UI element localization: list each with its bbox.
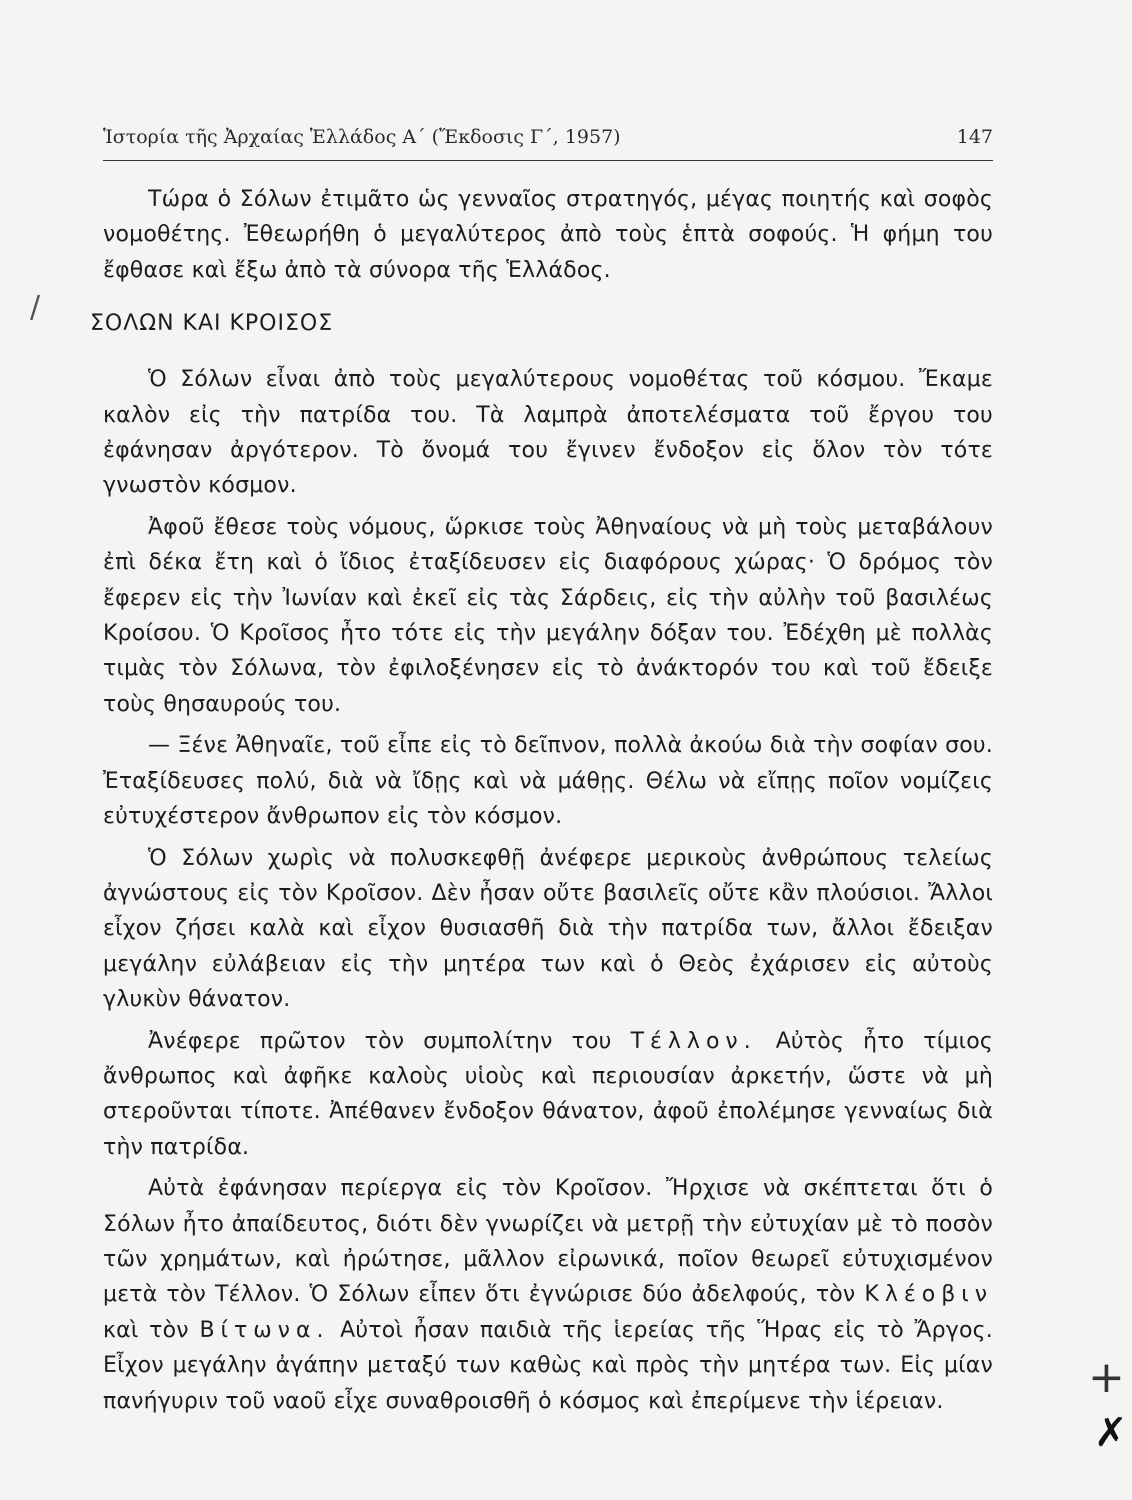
paragraph-3: Ἀφοῦ ἔθεσε τοὺς νόμους, ὥρκισε τοὺς Ἀθηναίους νὰ μὴ τοὺς μεταβάλουν ἐπὶ δέκα ἔτη καὶ ὁ ἴδιος ἐταξίδευσεν εἰς διαφόρους χώρας· Ὁ δρόμος τὸν ἔφερεν εἰς τὴν Ἰωνίαν καὶ ἐκεῖ εἰς τὰς Σάρδεις, εἰς τὴν αὐλὴν τοῦ βασιλέως Κροίσου. Ὁ Κροῖσος ἦτο τότε εἰς τὴν μεγάλην δόξαν του. Ἐδέχθη μὲ πολλὰς τιμὰς τὸν Σόλωνα, τὸν ἐφιλοξένησεν εἰς τὸ ἀνάκτορόν του καὶ τοῦ ἔδειξε τοὺς θησαυρούς του. [103,514,993,717]
paragraph-7 [103,1171,993,1419]
margin-cross-mark: ✗ [1094,1410,1128,1456]
paragraph-7-text-a: Αὐτὰ ἐφάνησαν περίεργα εἰς τὸν Κροῖσον. Ἤρχισε νὰ σκέπτεται ὅτι ὁ Σόλων ἦτο ἀπαίδευτος, διότι δὲν γνωρίζει νὰ μετρῇ τὴν εὐτυχίαν μὲ τὸ ποσὸν τῶν χρημάτων, καὶ ἠρώτησε, μᾶλλον εἰρωνικά, ποῖον θεωρεῖ εὐτυχισμένον μετὰ τὸν Τέλλον. Ὁ Σόλων εἶπεν ὅτι ἐγνώρισε δύο ἀδελφούς, τὸν [103,1176,993,1308]
section-heading: ΣΟΛΩΝ ΚΑΙ ΚΡΟΙΣΟΣ [90,311,334,337]
margin-plus-mark: + [1088,1352,1125,1403]
paragraph-6 [103,1024,993,1166]
paragraph-7-text-c: Αὐτοὶ ἦσαν παιδιὰ τῆς ἱερείας τῆς Ἥρας εἰς τὸ Ἄργος. Εἶχον μεγάλην ἀγάπην μεταξύ των καθὼς καὶ πρὸς τὴν μητέρα των. Εἰς μίαν πανήγυριν τοῦ ναοῦ εἶχε συναθροισθῆ ὁ κόσμος καὶ ἐπερίμενε τὴν ἱέρειαν. [103,1317,993,1414]
paragraph-2: Ὁ Σόλων εἶναι ἀπὸ τοὺς μεγαλύτερους νομοθέτας τοῦ κόσμου. Ἔκαμε καλὸν εἰς τὴν πατρίδα του. Τὰ λαμπρὰ ἀποτελέσματα τοῦ ἔργου του ἐφάνησαν ἀργότερον. Τὸ ὄνομά του ἔγινεν ἔνδοξον εἰς ὅλον τὸν τότε γνωστὸν κόσμον. [103,367,993,499]
paragraph-6-text-b: Αὐτὸς ἦτο τίμιος ἄνθρωπος καὶ ἀφῆκε καλοὺς υἱοὺς καὶ περιουσίαν ἀρκετήν, ὥστε νὰ μὴ στεροῦνται τίποτε. Ἀπέθανεν ἔνδοξον θάνατον, ἀφοῦ ἐπολέμησε γενναίως διὰ τὴν πατρίδα. [103,1028,993,1160]
paragraph-4: — Ξένε Ἀθηναῖε, τοῦ εἶπε εἰς τὸ δεῖπνον, πολλὰ ἀκούω διὰ τὴν σοφίαν σου. Ἐταξίδευσες πολύ, διὰ νὰ ἴδῃς καὶ νὰ μάθῃς. Θέλω νὰ εἴπῃς ποῖον νομίζεις εὐτυχέστερον ἄνθρωπον εἰς τὸν κόσμον. [103,733,993,830]
paragraph-5: Ὁ Σόλων χωρὶς νὰ πολυσκεφθῇ ἀνέφερε μερικοὺς ἀνθρώπους τελείως ἀγνώστους εἰς τὸν Κροῖσον. Δὲν ἦσαν οὔτε βασιλεῖς οὔτε κἂν πλούσιοι. Ἄλλοι εἶχον ζήσει καλὰ καὶ εἶχον θυσιασθῆ διὰ τὴν πατρίδα των, ἄλλοι ἔδειξαν μεγάλην εὐλάβειαν εἰς τὴν μητέρα των καὶ ὁ Θεὸς ἐχάρισεν εἰς αὐτοὺς γλυκὺν θάνατον. [103,845,993,1013]
running-header [103,120,993,161]
paragraph-7-text-b: καὶ τὸν [103,1317,189,1343]
name-kleobis: Κλέοβιν [864,1282,993,1308]
name-biton: Βίτωνα. [199,1317,330,1343]
paragraph-1: Τώρα ὁ Σόλων ἐτιμᾶτο ὡς γενναῖος στρατηγός, μέγας ποιητής καὶ σοφὸς νομοθέτης. Ἐθεωρήθη ὁ μεγαλύτερος ἀπὸ τοὺς ἑπτὰ σοφούς. Ἡ φήμη του ἔφθασε καὶ ἔξω ἀπὸ τὰ σύνορα τῆς Ἑλλάδος. [103,187,993,283]
header-title: Ἱστορία τῆς Ἀρχαίας Ἑλλάδος Α΄ (Ἔκδοσις Γ΄, 1957) [103,126,621,148]
page-number: 147 [956,126,993,148]
paragraph-6-text-a: Ἀνέφερε πρῶτον τὸν συμπολίτην του [148,1028,612,1054]
name-tellos: Τέλλον. [630,1028,757,1054]
body-text [90,182,993,1419]
margin-tick-mark: / [30,290,41,325]
